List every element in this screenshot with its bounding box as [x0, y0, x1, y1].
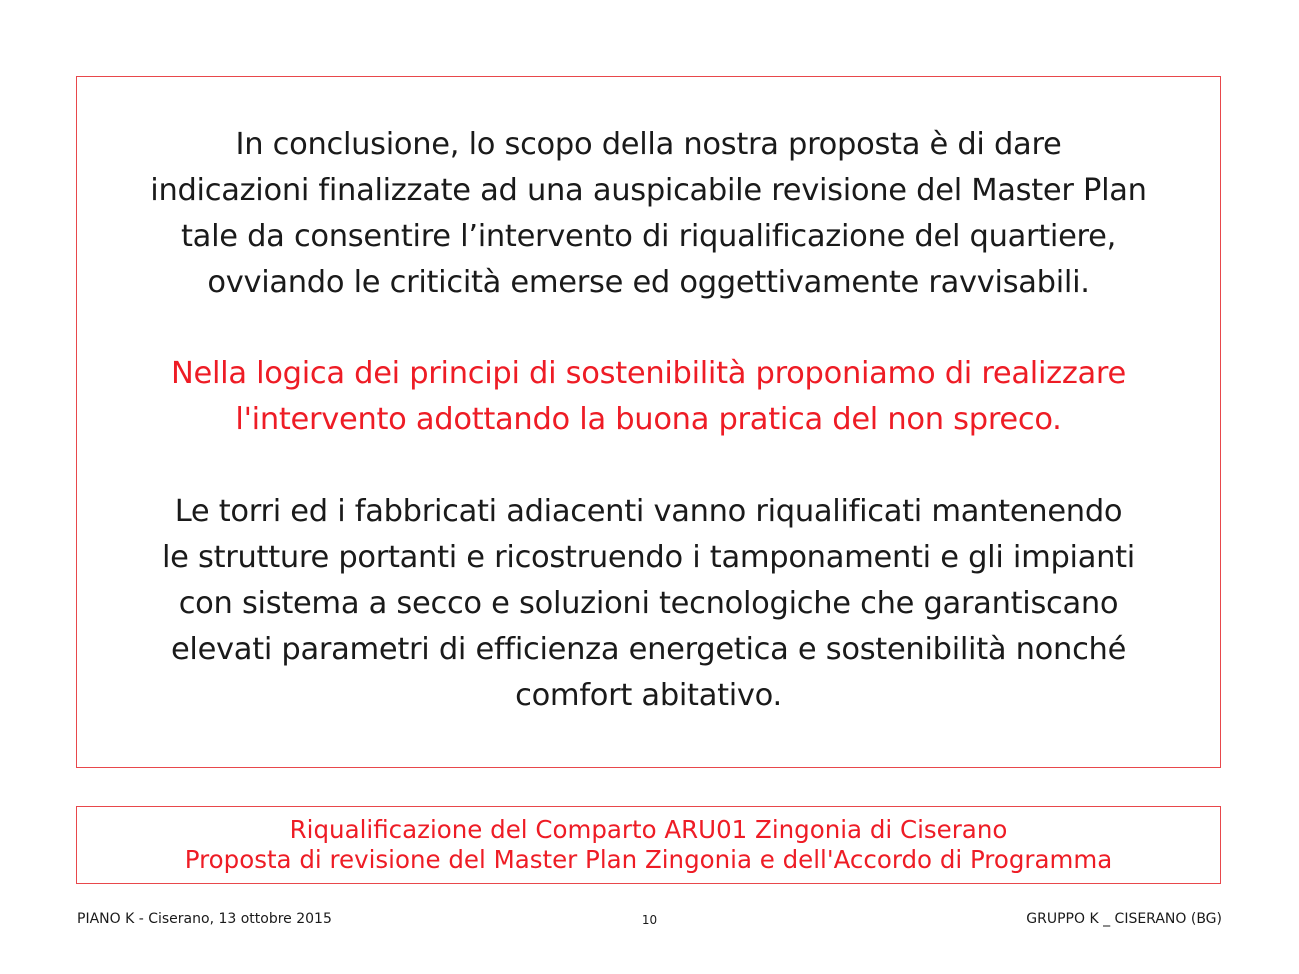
content-frame [76, 76, 1221, 768]
towers-paragraph [77, 489, 1220, 719]
paragraph-line: l'intervento adottando la buona pratica del non spreco. [235, 402, 1062, 437]
conclusion-paragraph [77, 122, 1220, 306]
paragraph-line: ovviando le criticità emerse ed oggettivamente ravvisabili. [207, 265, 1090, 300]
banner-subtitle-line: Proposta di revisione del Master Plan Zingonia e dell'Accordo di Programma [184, 845, 1113, 874]
project-title-banner [76, 806, 1221, 884]
paragraph-line: Le torri ed i fabbricati adiacenti vanno riqualificati mantenendo [174, 494, 1123, 529]
sustainability-paragraph [77, 351, 1220, 443]
footer-event-info: PIANO K - Ciserano, 13 ottobre 2015 [77, 911, 332, 927]
footer-group-info: GRUPPO K _ CISERANO (BG) [1026, 911, 1222, 927]
banner-title-line: Riqualificazione del Comparto ARU01 Zingonia di Ciserano [289, 815, 1008, 844]
paragraph-line: Nella logica dei principi di sostenibilità proponiamo di realizzare [171, 356, 1126, 391]
paragraph-line: indicazioni finalizzate ad una auspicabile revisione del Master Plan [150, 173, 1147, 208]
paragraph-line: In conclusione, lo scopo della nostra proposta è di dare [235, 127, 1062, 162]
page-number: 10 [641, 913, 658, 927]
paragraph-line: elevati parametri di efficienza energetica e sostenibilità nonché [170, 632, 1127, 667]
paragraph-line: tale da consentire l’intervento di riqualificazione del quartiere, [181, 219, 1116, 254]
paragraph-line: comfort abitativo. [515, 678, 782, 713]
paragraph-line: con sistema a secco e soluzioni tecnologiche che garantiscano [178, 586, 1119, 621]
paragraph-line: le strutture portanti e ricostruendo i tamponamenti e gli impianti [162, 540, 1135, 575]
